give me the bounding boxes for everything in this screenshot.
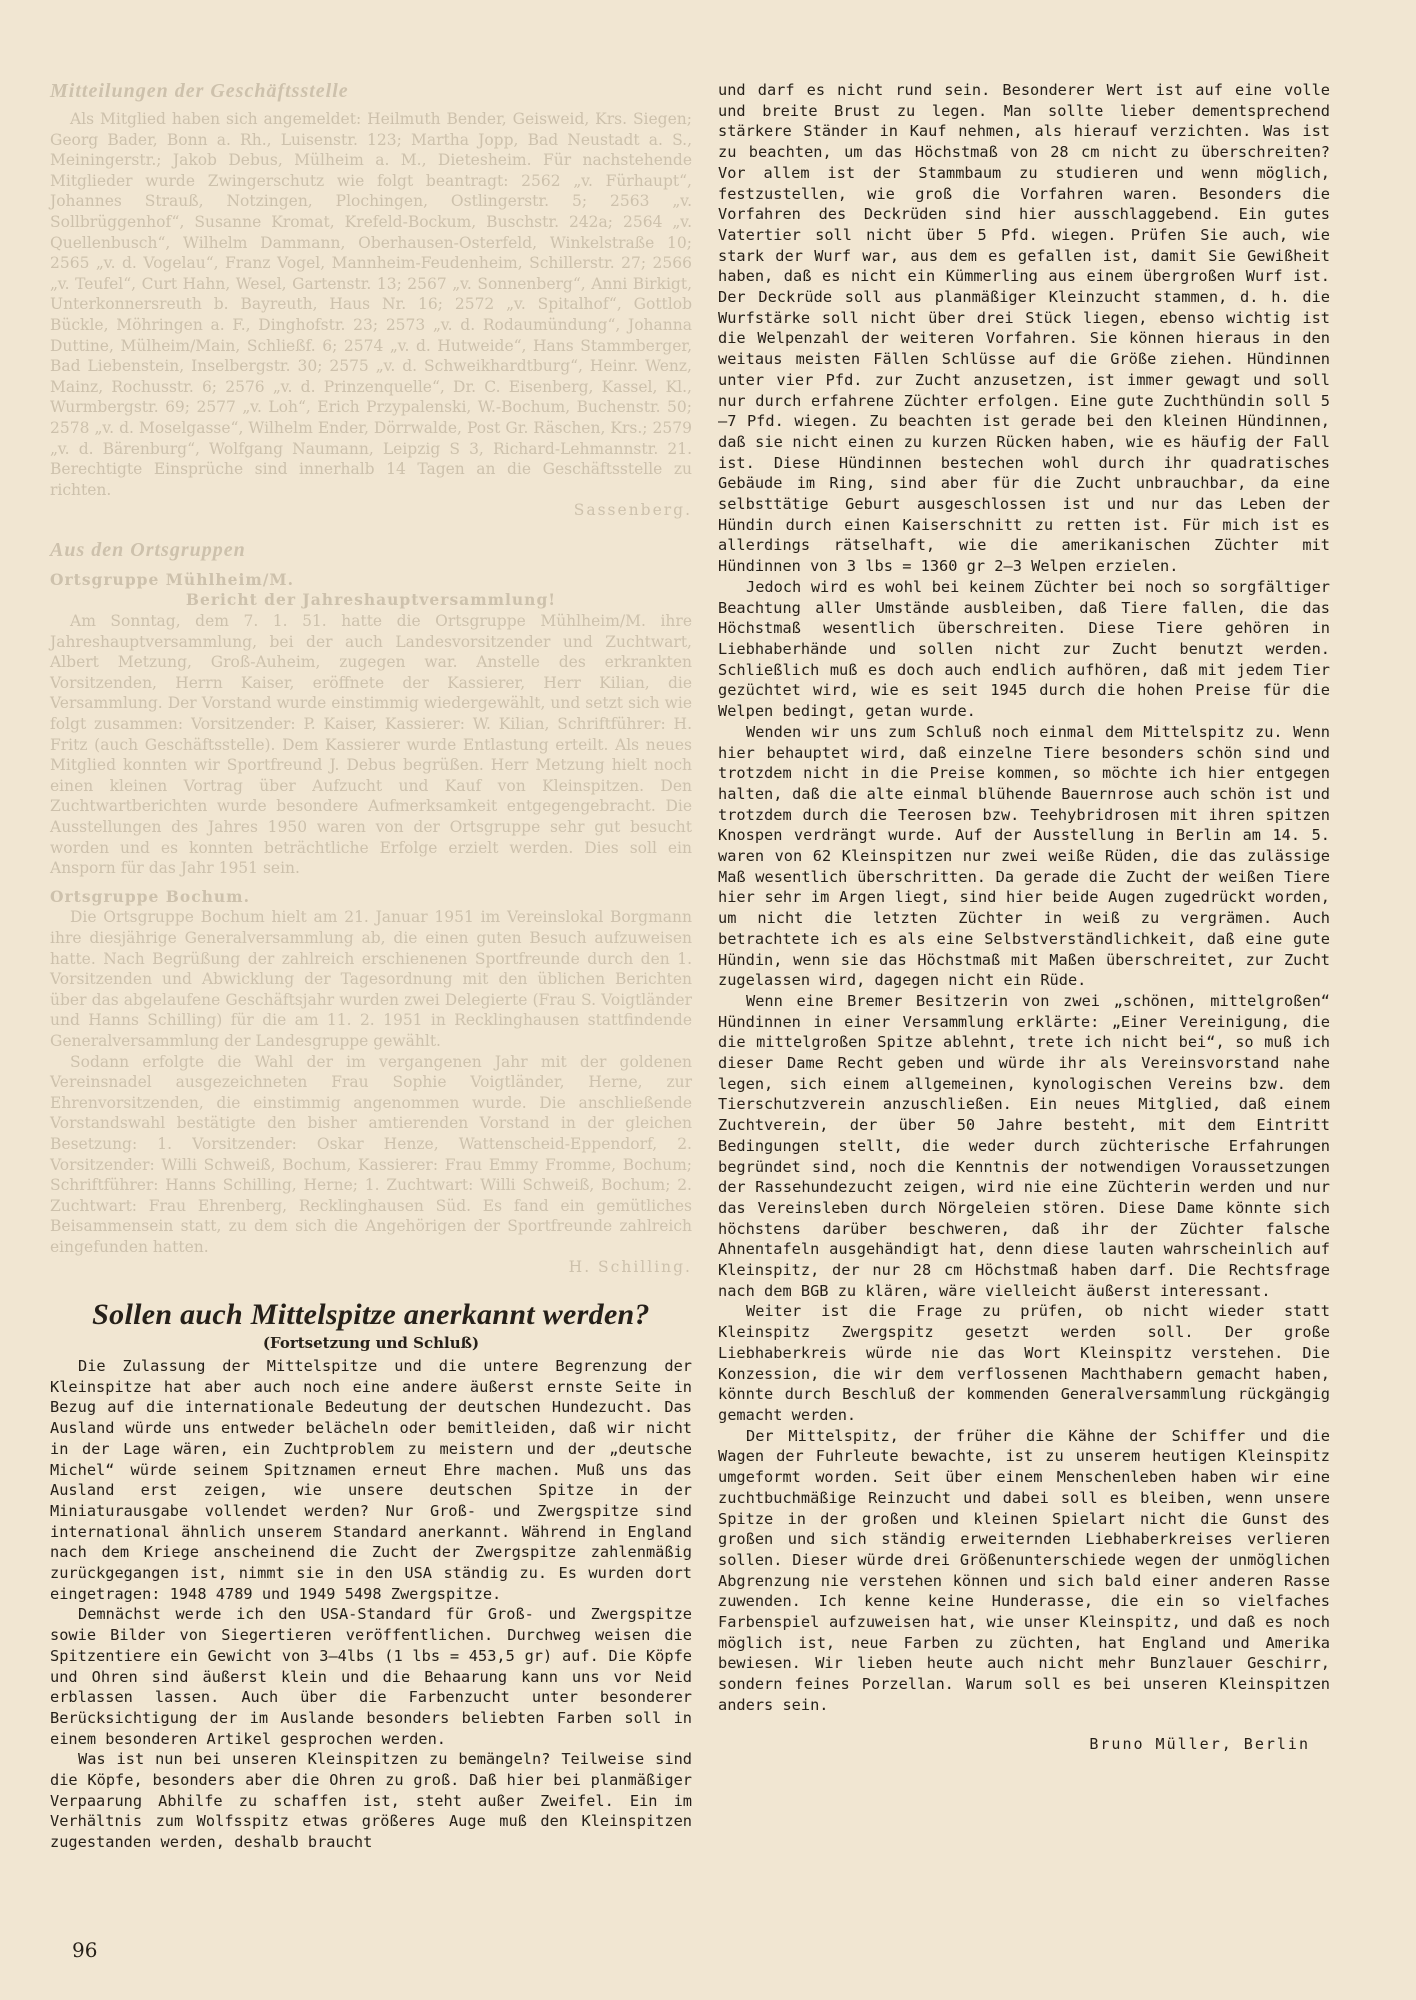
- article-paragraph: Was ist nun bei unseren Kleinspitzen zu bemängeln? Teilweise sind die Köpfe, besonders aber die Ohren zu groß. Daß hier bei planmäßiger Verpaarung Abhilfe zu schaffen ist, steht außer Zweifel. Ein im Verhältnis zum Wolfsspitz etwas größeres Auge muß den Kleinspitzen zugestanden werden, deshalb braucht: [50, 1750, 692, 1852]
- mitteilungen-heading: Mitteilungen der Geschäftsstelle: [50, 80, 349, 102]
- article-byline: Bruno Müller, Berlin: [1089, 1734, 1310, 1753]
- article-paragraph: Jedoch wird es wohl bei keinem Züchter bei noch so sorgfältiger Beachtung aller Umstände ausbleiben, daß Tiere fallen, die das Höchstmaß wesentlich überschreiten. Diese Tiere gehören in Liebhaberhände und sollen nicht zur Zucht benutzt werden. Schließlich muß es doch auch endlich aufhören, daß mit jedem Tier gezüchtet wird, wie es seit 1945 durch die hohen Preise für die Welpen bedingt, getan wurde.: [718, 577, 1330, 721]
- article-title: Sollen auch Mittelspitze anerkannt werden?: [92, 1298, 650, 1331]
- article-paragraph: Wenden wir uns zum Schluß noch einmal dem Mittelspitz zu. Wenn hier behauptet wird, daß einzelne Tiere besonders schön sind und trotzdem nicht in die Preise kommen, so möchte ich hier entgegen halten, daß die alte einmal blühende Bauernrose auch schön ist und trotzdem durch die Teerosen bzw. Teehybridrosen mit ihren spitzen Knospen verdrängt wurde. Auf der Ausstellung in Berlin am 14. 5. waren von 62 Kleinspitzen nur zwei weiße Rüden, die das zulässige Maß wesentlich überschritten. Da gerade die Zucht der weißen Tiere hier sehr im Argen liegt, sind hier beide Augen zugedrückt worden, um nicht die letzten Züchter in weiß zu vergrämen. Auch betrachtete ich es als eine Selbstverständlichkeit, daß eine gute Hündin, wenn sie das Höchstmaß mit Maßen überschreitet, zur Zucht zugelassen wird, dagegen nicht ein Rüde.: [718, 722, 1330, 990]
- article-paragraph: Wenn eine Bremer Besitzerin von zwei „schönen, mittelgroßen“ Hündinnen in einer Versammlung erklärte: „Einer Vereinigung, die die mittelgroßen Spitze ablehnt, trete ich nicht bei“, so muß ich dieser Dame Recht geben und würde ihr als Vereinsvorstand nahe legen, sich einem allgemeinen, kynologischen Vereins bzw. dem Tierschutzverein anzuschließen. Ein neues Mitglied, daß einem Zuchtverein, der über 50 Jahre besteht, mit dem Eintritt Bedingungen stellt, die weder durch züchterische Erfahrungen begründet sind, noch die Kenntnis der notwendigen Voraussetzungen der Rassehundezucht zeigen, wird nie eine Züchterin werden und nur das Vereinsleben durch Nörgeleien stören. Diese Dame könnte sich höchstens darüber beschweren, daß ihr der Züchter falsche Ahnentafeln ausgehändigt hat, denn diese lauten wahrscheinlich auf Kleinspitz, der nur 28 cm Höchstmaß haben darf. Die Rechtsfrage nach dem BGB zu klären, wäre vielleicht äußerst interessant.: [718, 991, 1330, 1300]
- article-paragraph: Die Zulassung der Mittelspitze und die untere Begrenzung der Kleinspitze hat aber auch noch eine andere äußerst ernste Seite in Bezug auf die internationale Bedeutung der deutschen Hundezucht. Das Ausland würde uns entweder belächeln oder bemitleiden, daß wir nicht in der Lage wären, ein Zuchtproblem zu meistern und der „deutsche Michel“ würde seinem Spitznamen erneut Ehre machen. Muß uns das Ausland erst zeigen, wie unsere deutschen Spitze in der Miniaturausgabe vollendet werden? Nur Groß- und Zwergspitze sind international ähnlich unserem Standard anerkannt. Während in England nach dem Kriege anscheinend die Zucht der Zwergspitze zahlenmäßig zurückgegangen ist, nimmt sie in den USA ständig zu. Es wurden dort eingetragen: 1948 4789 und 1949 5498 Zwergspitze.: [50, 1357, 692, 1603]
- bochum-body-2: Sodann erfolgte die Wahl der im vergangenen Jahr mit der goldenen Vereinsnadel ausgezeichneten Frau Sophie Voigtländer, Herne, zur Ehrenvorsitzenden, die einstimmig angenommen wurde. Die anschließende Vorstandswahl bestätigte den bisher amtierenden Vorstand in der gleichen Besetzung: 1. Vorsitzender: Oskar Henze, Wattenscheid-Eppendorf, 2. Vorsitzender: Willi Schweiß, Bochum, Kassierer: Frau Emmy Fromme, Bochum; Schriftführer: Hanns Schilling, Herne; 1. Zuchtwart: Willi Schweiß, Bochum; 2. Zuchtwart: Frau Ehrenberg, Recklinghausen Süd. Es fand ein gemütliches Beisammensein statt, zu dem sich die Angehörigen der Sportfreunde zahlreich eingefunden hatten.: [50, 1052, 692, 1256]
- article-left-text: [50, 1356, 692, 1853]
- article-paragraph: Weiter ist die Frage zu prüfen, ob nicht wieder statt Kleinspitz Zwergspitz gesetzt werden soll. Der große Liebhaberkreis würde nie das Wort Kleinspitz verstehen. Die Konzession, die wir dem verflossenen Machthabern gemacht haben, könnte durch Beschluß der kommenden Generalversammlung rückgängig gemacht werden.: [718, 1302, 1330, 1424]
- faded-section: [50, 80, 692, 1278]
- page-number: 96: [72, 1938, 98, 1962]
- muehlheim-subheading: Bericht der Jahreshauptversammlung!: [185, 590, 557, 610]
- muehlheim-body: Am Sonntag, dem 7. 1. 51. hatte die Ortsgruppe Mühlheim/M. ihre Jahreshauptversammlung, bei der auch Landesvorsitzender und Zuchtwart, Albert Metzung, Groß-Auheim, zugegen war. Anstelle des erkrankten Vorsitzenden, Herrn Kaiser, eröffnete der Kassierer, Herr Kilian, die Versammlung. Der Vorstand wurde einstimmig wiedergewählt, und setzt sich wie folgt zusammen: Vorsitzender: P. Kaiser, Kassierer: W. Kilian, Schriftführer: H. Fritz (auch Geschäftsstelle). Dem Kassierer wurde Entlastung erteilt. Als neues Mitglied konnten wir Sportfreund J. Debus begrüßen. Herr Metzung hielt noch einen kleinen Vortrag über Aufzucht und Kauf von Kleinspitzen. Den Zuchtwartberichten wurde besondere Aufmerksamkeit entgegengebracht. Die Ausstellungen des Jahres 1950 waren von der Ortsgruppe sehr gut besucht worden und es konnten beträchtliche Erfolge erzielt werden. Dies soll ein Ansporn für das Jahr 1951 sein.: [50, 612, 692, 878]
- article-subtitle: (Fortsetzung und Schluß): [262, 1334, 480, 1352]
- mitteilungen-signature: Sassenberg.: [573, 501, 692, 520]
- ortsgruppen-heading: Aus den Ortsgruppen: [50, 538, 246, 561]
- article-start: [50, 1298, 692, 1853]
- article-paragraph: Der Mittelspitz, der früher die Kähne der Schiffer und die Wagen der Fuhrleute bewachte, ist zu unserem heutigen Kleinspitz umgeformt worden. Seit über einem Menschenleben haben wir eine zuchtbuchmäßige Reinzucht und dabei soll es bleiben, wenn unsere Spitze in der großen und kleinen Spielart nicht die Gunst des großen und sich ständig erweiternden Liebhaberkreises verlieren sollen. Dieser würde drei Größenunterschiede wegen der unmöglichen Abgrenzung nie verstehen können und sich bald einer anderen Rasse zuwenden. Ich kenne keine Hunderasse, die ein so vielfaches Farbenspiel aufzuweisen hat, wie unser Kleinspitz, und daß es noch möglich ist, neue Farben zu züchten, hat England und Amerika bewiesen. Wir lieben heute auch nicht mehr Bunzlauer Geschirr, sondern feines Porzellan. Warum soll es bei unseren Kleinspitzen anders sein.: [718, 1426, 1330, 1714]
- article-paragraph: und darf es nicht rund sein. Besonderer Wert ist auf eine volle und breite Brust zu legen. Man sollte lieber dementsprechend stärkere Ständer in Kauf nehmen, als hierauf verzichten. Was ist zu beachten, um das Höchstmaß von 28 cm nicht zu überschreiten? Vor allem ist der Stammbaum zu studieren und wenn möglich, festzustellen, wie groß die Vorfahren waren. Besonders die Vorfahren des Deckrüden sind hier ausschlaggebend. Ein gutes Vatertier soll nicht über 5 Pfd. wiegen. Prüfen Sie auch, wie stark der Wurf war, aus dem es gefallen ist, damit Sie Gewißheit haben, daß es nicht ein Kümmerling aus einem übergroßen Wurf ist. Der Deckrüde soll aus planmäßiger Kleinzucht stammen, d. h. die Wurfstärke soll nicht über drei Stück liegen, ebenso wichtig ist die Welpenzahl der weiteren Vorfahren. Sie können hieraus in den weitaus meisten Fällen Schlüsse auf die Größe ziehen. Hündinnen unter vier Pfd. zur Zucht anzusetzen, ist immer gewagt und soll nur durch erfahrene Züchter erfolgen. Eine gute Zuchthündin soll 5—7 Pfd. wiegen. Zu beachten ist gerade bei den kleinen Hündinnen, daß sie nicht einen zu kurzen Rücken haben, wie es häufig der Fall ist. Diese Hündinnen bestechen wohl durch ihr quadratisches Gebäude im Ring, sind aber für die Zucht unbrauchbar, da eine selbsttätige Geburt ausgeschlossen ist und nur das Leben der Hündin durch einen Kaiserschnitt zu retten ist. Für mich ist es allerdings rätselhaft, wie die amerikanischen Züchter mit Hündinnen von 3 lbs = 1360 gr 2—3 Welpen erzielen.: [718, 81, 1330, 576]
- left-column: [50, 80, 692, 1852]
- muehlheim-heading: Ortsgruppe Mühlheim/M.: [50, 569, 294, 589]
- bochum-heading: Ortsgruppe Bochum.: [50, 886, 250, 906]
- bochum-signature: H. Schilling.: [568, 1258, 692, 1277]
- article-paragraph: Demnächst werde ich den USA-Standard für Groß- und Zwergspitze sowie Bilder von Siegertieren veröffentlichen. Durchweg weisen die Spitzentiere ein Gewicht von 3—4lbs (1 lbs = 453,5 gr) auf. Die Köpfe und Ohren sind äußerst klein und die Behaarung kann uns vor Neid erblassen lassen. Auch über die Farbenzucht unter besonderer Berücksichtigung der im Auslande besonders beliebten Farben soll in einem besonderen Artikel gesprochen werden.: [50, 1605, 692, 1748]
- right-column: [718, 80, 1330, 1754]
- mitteilungen-body: Als Mitglied haben sich angemeldet: Heilmuth Bender, Geisweid, Krs. Siegen; Georg Bader, Bonn a. Rh., Luisenstr. 123; Martha Jopp, Bad Neustadt a. S., Meiningerstr.; Jakob Debus, Mülheim a. M., Dietesheim. Für nachstehende Mitglieder wurde Zwingerschutz wie folgt beantragt: 2562 „v. Fürhaupt“, Johannes Strauß, Notzingen, Plochingen, Ostlingerstr. 5; 2563 „v. Sollbrüggenhof“, Susanne Kromat, Krefeld-Bockum, Buschstr. 242a; 2564 „v. Quellenbusch“, Wilhelm Dammann, Oberhausen-Osterfeld, Winkelstraße 10; 2565 „v. d. Vogelau“, Franz Vogel, Mannheim-Feudenheim, Schillerstr. 27; 2566 „v. Teufel“, Curt Hahn, Wesel, Gartenstr. 13; 2567 „v. Sonnenberg“, Anni Birkigt, Unterkonnersreuth b. Bayreuth, Haus Nr. 16; 2572 „v. Spitalhof“, Gottlob Bückle, Möhringen a. F., Dinghofstr. 23; 2573 „v. d. Rodaumündung“, Johanna Duttine, Mülheim/Main, Schließf. 6; 2574 „v. d. Hutweide“, Hans Stammberger, Bad Liebenstein, Inselbergstr. 30; 2575 „v. d. Schweikhardtburg“, Heinr. Wenz, Mainz, Rochusstr. 6; 2576 „v. d. Prinzenquelle“, Dr. C. Eisenberg, Kassel, Kl., Wurmbergstr. 69; 2577 „v. Loh“, Erich Przypalenski, W.-Bochum, Buchenstr. 50; 2578 „v. d. Moselgasse“, Wilhelm Ender, Dörrwalde, Post Gr. Räschen, Krs.; 2579 „v. d. Bärenburg“, Wolfgang Naumann, Leipzig S 3, Richard-Lehmannstr. 21. Berechtigte Einsprüche sind innerhalb 14 Tagen an die Geschäftsstelle zu richten.: [50, 110, 692, 499]
- bochum-body: Die Ortsgruppe Bochum hielt am 21. Januar 1951 im Vereinslokal Borgmann ihre diesjährige Generalversammlung ab, die einen guten Besuch aufzuweisen hatte. Nach Begrüßung der zahlreich erschienenen Sportfreunde durch den 1. Vorsitzenden und Abwicklung der Tagesordnung mit den üblichen Berichten über das abgelaufene Geschäftsjahr wurden zwei Delegierte (Frau S. Voigtländer und Hanns Schilling) für die am 11. 2. 1951 in Recklinghausen stattfindende Generalversammlung der Landesgruppe gewählt.: [50, 908, 692, 1050]
